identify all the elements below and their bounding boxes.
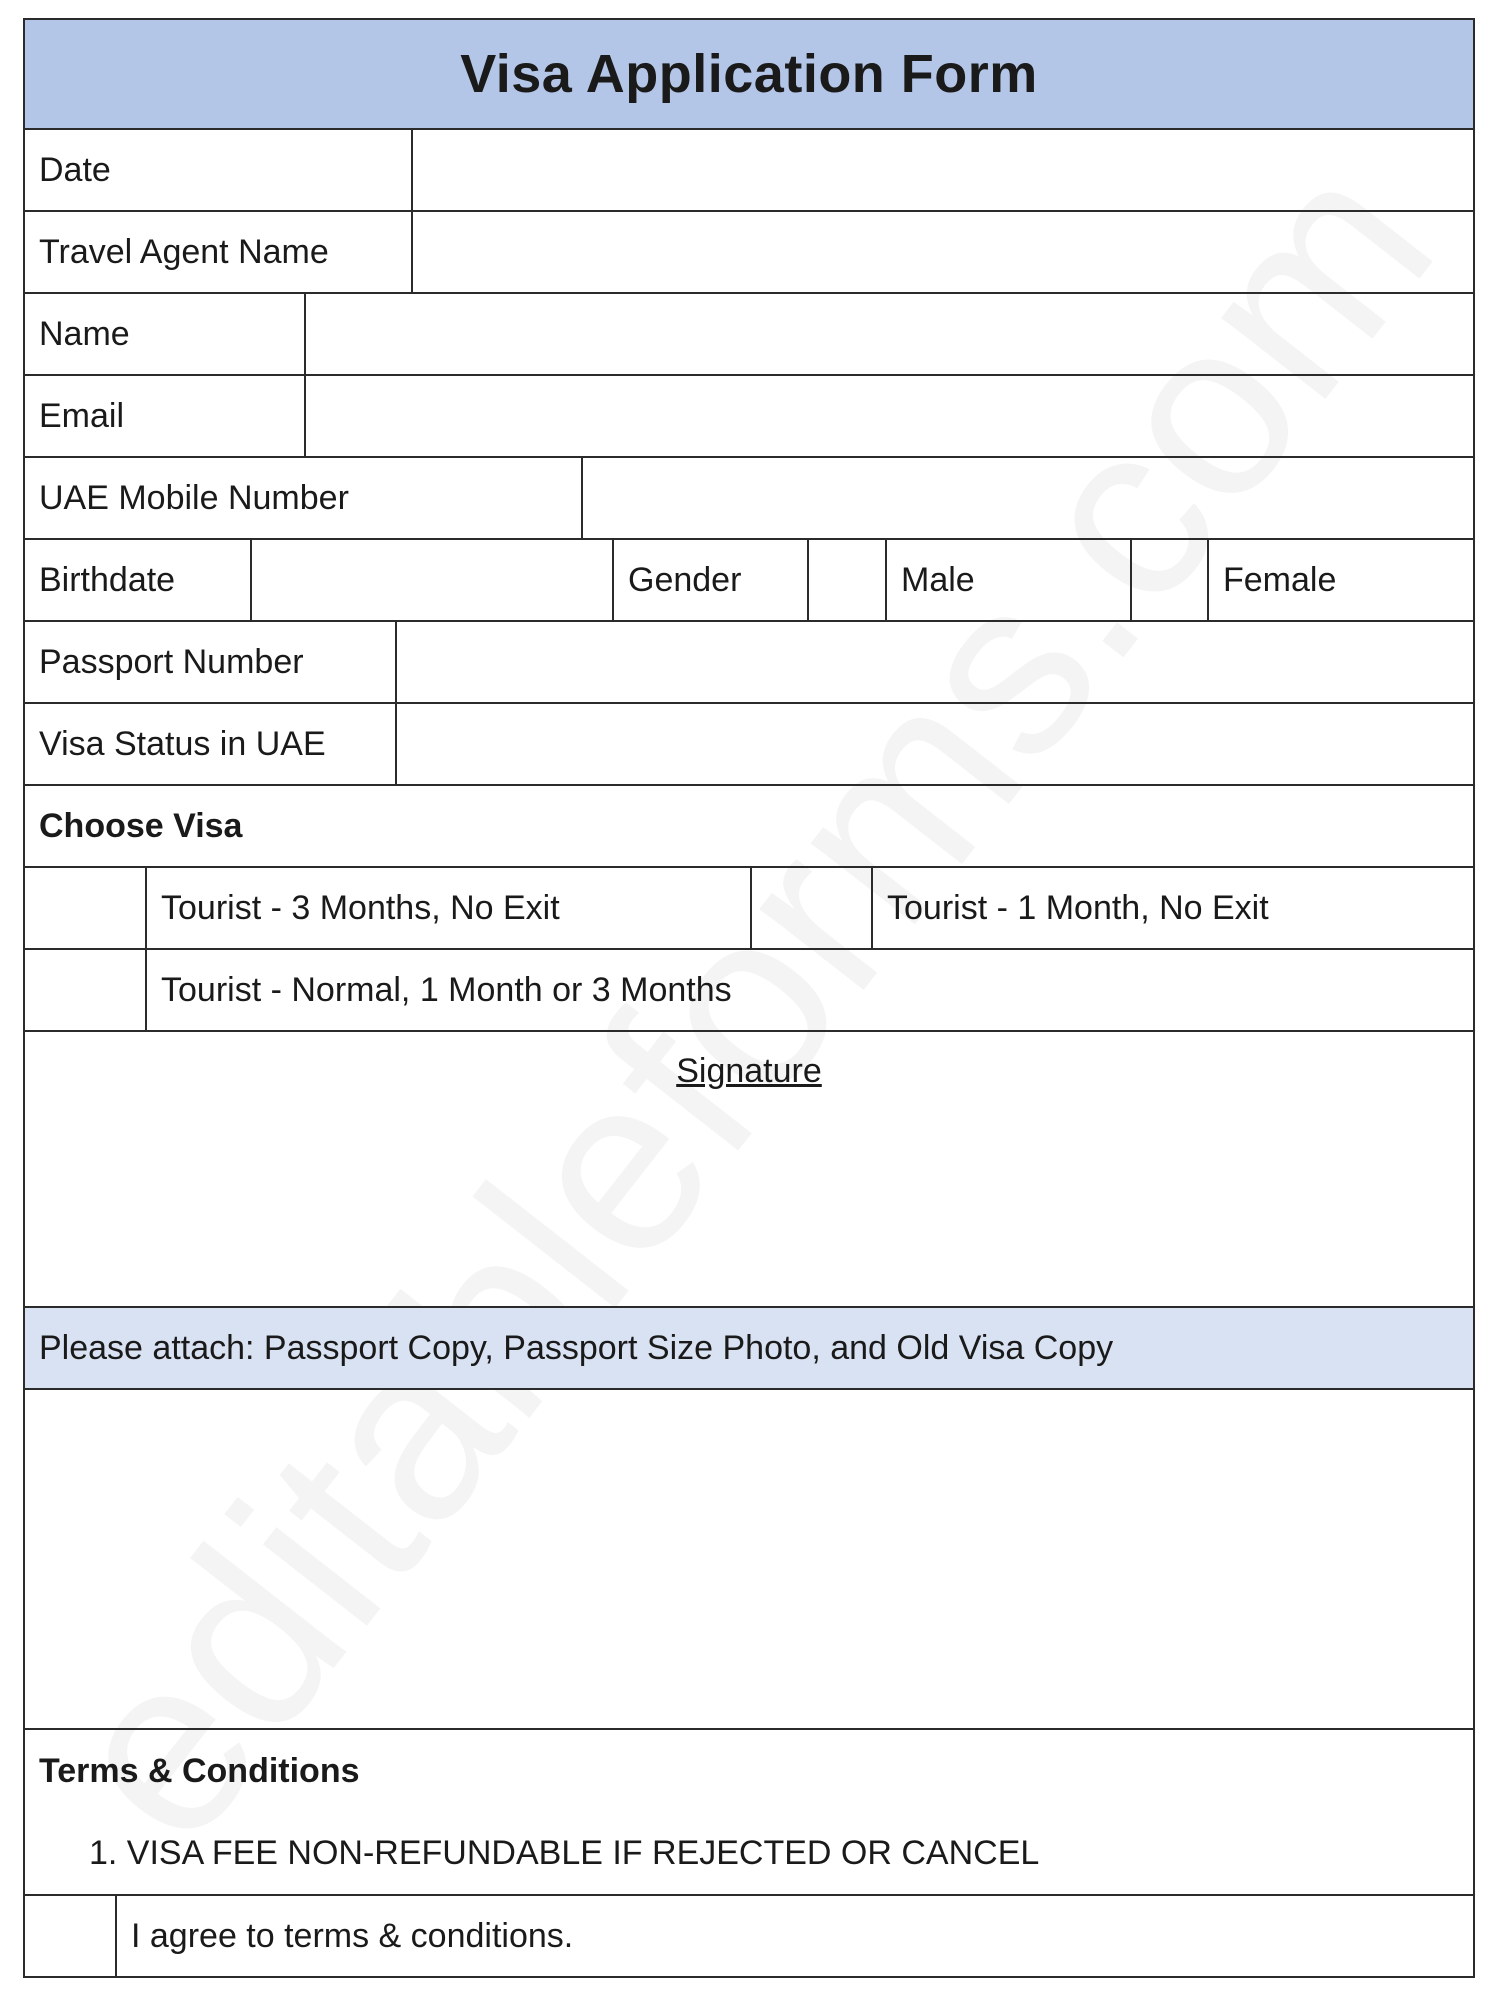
visa-options-row-1 [25,868,1473,950]
attachment-area[interactable] [25,1390,1473,1730]
title-row [25,20,1473,130]
passport-row [25,622,1473,704]
choose-visa-row [25,786,1473,868]
female-label: Female [1207,540,1473,620]
title-cell [25,20,1473,128]
female-checkbox[interactable] [1130,540,1207,620]
terms-section [25,1730,1473,1896]
option3-label: Tourist - Normal, 1 Month or 3 Months [145,950,1473,1030]
name-field[interactable] [304,294,1473,374]
attach-notice: Please attach: Passport Copy, Passport Size Photo, and Old Visa Copy [39,1328,1114,1367]
terms-item-1: 1. VISA FEE NON-REFUNDABLE IF REJECTED OR CANCEL [89,1834,1040,1872]
visa-status-label: Visa Status in UAE [39,724,326,763]
travel-agent-label: Travel Agent Name [39,232,329,271]
birthdate-label: Birthdate [39,560,176,599]
travel-agent-field[interactable] [411,212,1473,292]
agree-row [25,1896,1473,1976]
male-label: Male [885,540,1130,620]
email-label: Email [39,396,125,435]
attach-row [25,1308,1473,1390]
option1-label: Tourist - 3 Months, No Exit [145,868,750,948]
visa-status-field[interactable] [395,704,1473,784]
signature-area[interactable] [25,1032,1473,1308]
agree-label: I agree to terms & conditions. [115,1896,1473,1976]
visa-application-form [23,18,1475,1978]
visa-status-row [25,704,1473,786]
birthdate-field[interactable] [250,540,612,620]
terms-heading: Terms & Conditions [39,1752,360,1790]
date-label: Date [39,150,111,189]
visa-options-row-2 [25,950,1473,1032]
signature-label: Signature [676,1052,822,1090]
mobile-row [25,458,1473,540]
option3-checkbox[interactable] [25,950,145,1030]
choose-visa-heading: Choose Visa [39,806,243,845]
birthdate-gender-row [25,540,1473,622]
mobile-field[interactable] [581,458,1473,538]
name-row [25,294,1473,376]
mobile-label: UAE Mobile Number [39,478,349,517]
form-title: Visa Application Form [460,44,1038,104]
travel-agent-row [25,212,1473,294]
name-label: Name [39,314,130,353]
email-row [25,376,1473,458]
option2-checkbox[interactable] [750,868,871,948]
option1-checkbox[interactable] [25,868,145,948]
date-row [25,130,1473,212]
agree-checkbox[interactable] [25,1896,115,1976]
passport-label: Passport Number [39,642,304,681]
gender-label: Gender [612,540,807,620]
option2-label: Tourist - 1 Month, No Exit [871,868,1473,948]
passport-field[interactable] [395,622,1473,702]
date-field[interactable] [411,130,1473,210]
male-checkbox[interactable] [807,540,885,620]
email-field[interactable] [304,376,1473,456]
